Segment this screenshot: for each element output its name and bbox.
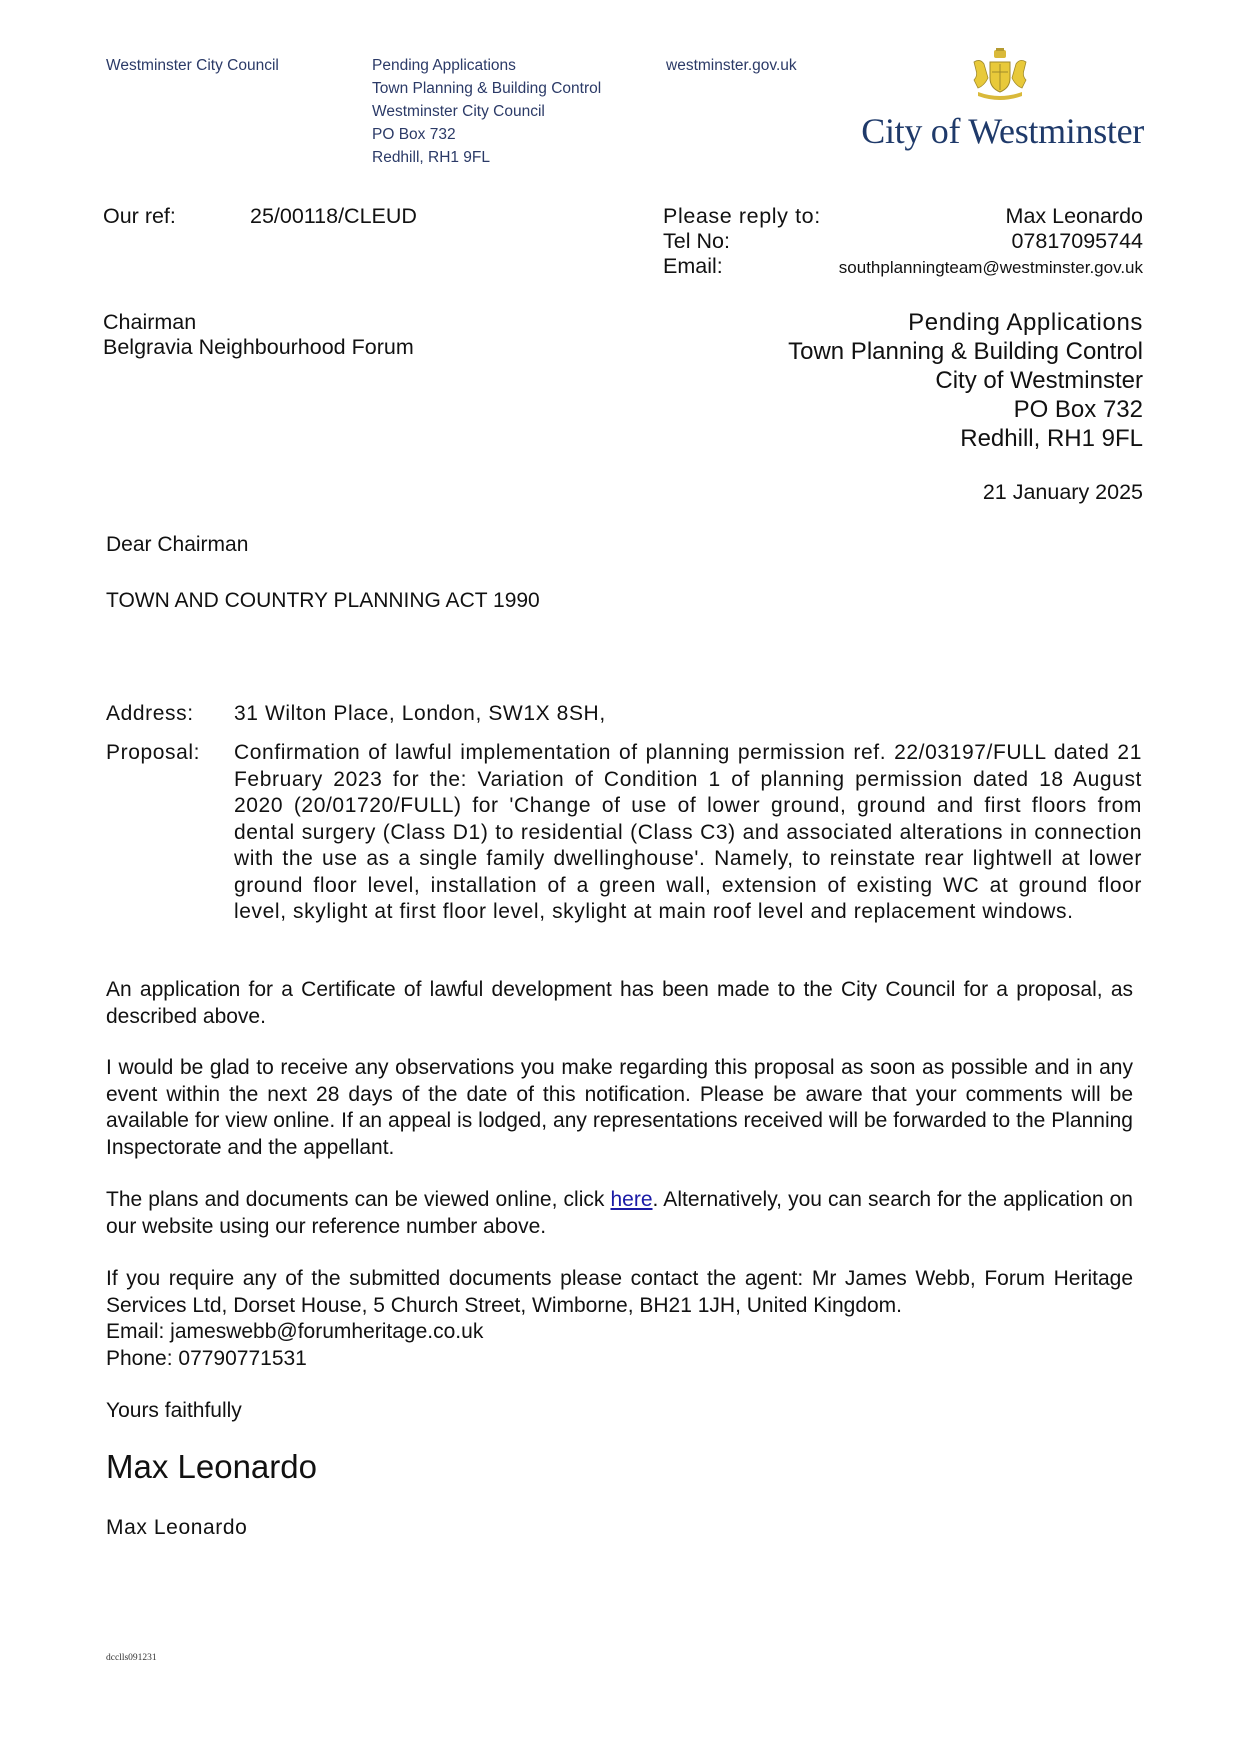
agent-email: Email: jameswebb@forumheritage.co.uk (106, 1320, 484, 1343)
address-value: 31 Wilton Place, London, SW1X 8SH, (234, 702, 606, 725)
recipient-line: Chairman (103, 310, 197, 334)
valediction: Yours faithfully (106, 1399, 242, 1422)
logo-wordmark: City of Westminster (861, 111, 1144, 151)
letterhead-address-line: Westminster City Council (372, 103, 545, 120)
letterhead-address-line: Redhill, RH1 9FL (372, 149, 491, 166)
sender-address-line: Redhill, RH1 9FL (960, 425, 1143, 452)
signature: Max Leonardo (106, 1448, 317, 1485)
tel-label: Tel No: (663, 229, 730, 253)
our-ref-value: 25/00118/CLEUD (250, 204, 417, 228)
address-label: Address: (106, 702, 194, 725)
recipient-address (103, 310, 414, 360)
sender-address-line: PO Box 732 (1013, 396, 1143, 423)
paragraph-agent-contact (106, 1266, 1133, 1372)
email-value[interactable]: southplanningteam@westminster.gov.uk (838, 258, 1143, 277)
application-proposal (106, 740, 1142, 926)
document-code: dcclls091231 (106, 1653, 157, 1663)
paragraph-view-plans (106, 1187, 1133, 1240)
view-plans-text: The plans and documents can be viewed online, click (106, 1188, 611, 1211)
view-plans-text-rest: . Alternatively, you can search for the application on our website using our reference number above. (106, 1188, 1133, 1238)
reply-to-value: Max Leonardo (1005, 204, 1143, 228)
salutation: Dear Chairman (106, 533, 249, 556)
our-ref (103, 204, 417, 229)
paragraph-observations: I would be glad to receive any observations you make regarding this proposal as soon as possible and in any event within the next 28 days of the date of this notification. Please be aware that your comments will be available for view online. If an appeal is lodged, any representations received will be forwarded to the Planning Inspectorate and the appellant. (106, 1056, 1133, 1159)
tel-value: 07817095744 (1011, 229, 1143, 253)
letterhead-website (666, 54, 797, 77)
sender-address-line: City of Westminster (935, 367, 1143, 394)
reply-to-label: Please reply to: (663, 204, 821, 228)
council-logo (858, 48, 1144, 160)
letter-date: 21 January 2025 (982, 480, 1143, 504)
letterhead-address-line: PO Box 732 (372, 126, 456, 143)
org-name: Westminster City Council (106, 57, 279, 74)
letterhead-address (372, 54, 601, 169)
sender-address-line: Pending Applications (908, 309, 1143, 336)
reply-block (663, 204, 1143, 280)
letterhead-address-line: Town Planning & Building Control (372, 80, 602, 97)
sender-address (788, 308, 1143, 453)
email-label: Email: (663, 254, 723, 278)
website-text: westminster.gov.uk (666, 57, 797, 74)
recipient-line: Belgravia Neighbourhood Forum (103, 335, 414, 359)
agent-phone: Phone: 07790771531 (106, 1346, 307, 1370)
application-address (106, 701, 1142, 728)
letterhead-org-name (106, 54, 279, 77)
act-heading: TOWN AND COUNTRY PLANNING ACT 1990 (106, 589, 540, 612)
printed-name: Max Leonardo (106, 1516, 248, 1539)
our-ref-label: Our ref: (103, 204, 176, 228)
agent-details: If you require any of the submitted documents please contact the agent: Mr James Webb, Forum Heritage Services Ltd, Dorset House, 5 Church Street, Wimborne, BH21 1JH, United Kingdom. (106, 1267, 1133, 1317)
sender-address-line: Town Planning & Building Control (788, 338, 1143, 365)
proposal-label: Proposal: (106, 741, 201, 764)
proposal-value: Confirmation of lawful implementation of planning permission ref. 22/03197/FULL dated 21 February 2023 for the: Variation of Condition 1 of planning permission dated 18 August 2020 (20/01720/FULL) for 'Change of use of lower ground, ground and first floors from dental surgery (Class D1) to residential (Class C3) and associated alterations in connection with the use as a single family dwellinghouse'. Namely, to reinstate rear lightwell at lower ground floor level, installation of a green wall, extension of existing WC at ground floor level, skylight at first floor level, skylight at main roof level and replacement windows. (234, 741, 1142, 923)
view-plans-link[interactable]: here (610, 1188, 653, 1211)
paragraph-application-notice: An application for a Certificate of lawful development has been made to the City Council for a proposal, as described above. (106, 978, 1133, 1028)
coat-of-arms-icon (968, 48, 1032, 100)
letterhead-address-line: Pending Applications (372, 57, 516, 74)
